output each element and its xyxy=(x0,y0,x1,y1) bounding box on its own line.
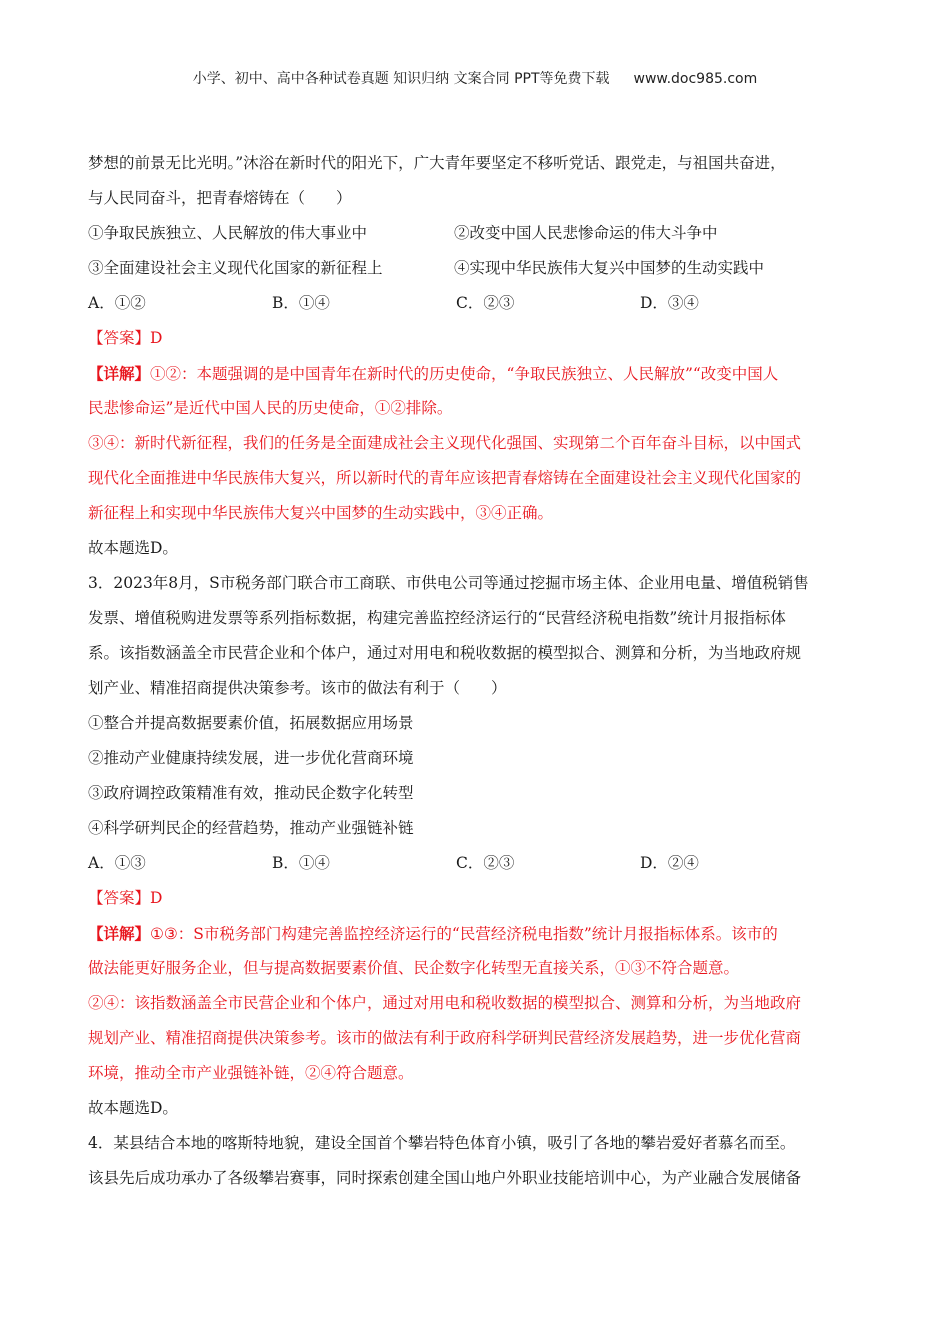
page-header xyxy=(0,68,950,88)
q3-detail-line: 做法能更好服务企业，但与提高数据要素价值、民企数字化转型无直接关系，①③不符合题意。 xyxy=(88,959,740,977)
q2-choices xyxy=(88,286,864,321)
q3-detail-line: ②④：该指数涵盖全市民营企业和个体户，通过对用电和税收数据的模型拟合、测算和分析，为当地政府 xyxy=(88,994,802,1012)
q2-detail-line: ③④：新时代新征程，我们的任务是全面建成社会主义现代化强国、实现第二个百年奋斗目标，以中国式 xyxy=(88,434,802,452)
q3-stem-line: 3．2023年8月，S市税务部门联合市工商联、市供电公司等通过挖掘市场主体、企业用电量、增值税销售 xyxy=(88,574,809,592)
q2-choice-d: D．③④ xyxy=(640,294,699,312)
q3-conclusion: 故本题选D。 xyxy=(88,1099,178,1117)
q2-conclusion: 故本题选D。 xyxy=(88,539,178,557)
q3-item: ④科学研判民企的经营趋势，推动产业强链补链 xyxy=(88,819,414,837)
q2-stem-line: 梦想的前景无比光明。”沐浴在新时代的阳光下，广大青年要坚定不移听党话、跟党走，与祖国共奋进， xyxy=(88,154,786,172)
q2-items-row xyxy=(88,216,864,251)
header-text: 小学、初中、高中各种试卷真题 知识归纳 文案合同 PPT等免费下载 xyxy=(192,71,610,87)
q2-item: ④实现中华民族伟大复兴中国梦的生动实践中 xyxy=(454,259,765,277)
document-body xyxy=(88,146,864,1196)
q3-stem-line: 划产业、精准招商提供决策参考。该市的做法有利于（ ） xyxy=(88,679,507,697)
q2-detail-tag: 【详解】 xyxy=(88,364,151,383)
q2-items-row xyxy=(88,251,864,286)
header-url[interactable]: www.doc985.com xyxy=(633,71,758,87)
q2-detail-line: 现代化全面推进中华民族伟大复兴，所以新时代的青年应该把青春熔铸在全面建设社会主义现代化国家的 xyxy=(88,469,802,487)
q2-detail-line xyxy=(88,356,864,391)
q2-choice-b: B．①④ xyxy=(272,294,330,312)
q3-choice-d: D．②④ xyxy=(640,854,699,872)
q2-item: ①争取民族独立、人民解放的伟大事业中 xyxy=(88,224,368,242)
q2-choice-a: A．①② xyxy=(88,294,146,312)
q3-detail-line: 规划产业、精准招商提供决策参考。该市的做法有利于政府科学研判民营经济发展趋势，进一步优化营商 xyxy=(88,1029,802,1047)
q4-stem-line: 该县先后成功承办了各级攀岩赛事，同时探索创建全国山地户外职业技能培训中心，为产业融合发展储备 xyxy=(88,1169,802,1187)
q3-answer: 【答案】D xyxy=(88,889,163,907)
q2-detail-line: 民悲惨命运”是近代中国人民的历史使命，①②排除。 xyxy=(88,399,453,417)
q3-choices xyxy=(88,846,864,881)
q2-detail-text: ①②：本题强调的是中国青年在新时代的历史使命，“争取民族独立、人民解放”“改变中国人 xyxy=(150,365,779,383)
q2-stem-line: 与人民同奋斗，把青春熔铸在（ ） xyxy=(88,189,352,207)
q3-item: ①整合并提高数据要素价值，拓展数据应用场景 xyxy=(88,714,414,732)
q3-detail-tag: 【详解】 xyxy=(88,924,151,943)
q3-choice-b: B．①④ xyxy=(272,854,330,872)
q4-stem-line: 4．某县结合本地的喀斯特地貌，建设全国首个攀岩特色体育小镇，吸引了各地的攀岩爱好者慕名而至。 xyxy=(88,1134,796,1152)
q2-answer: 【答案】D xyxy=(88,329,163,347)
q3-detail-line xyxy=(88,916,864,951)
q2-item: ③全面建设社会主义现代化国家的新征程上 xyxy=(88,259,383,277)
q3-item: ②推动产业健康持续发展，进一步优化营商环境 xyxy=(88,749,414,767)
q2-item: ②改变中国人民悲惨命运的伟大斗争中 xyxy=(454,224,718,242)
q3-detail-text: ①③：S市税务部门构建完善监控经济运行的“民营经济税电指数”统计月报指标体系。该市的 xyxy=(150,925,778,943)
q3-choice-a: A．①③ xyxy=(88,854,146,872)
q3-stem-line: 发票、增值税购进发票等系列指标数据，构建完善监控经济运行的“民营经济税电指数”统计月报指标体 xyxy=(88,609,786,627)
q3-item: ③政府调控政策精准有效，推动民企数字化转型 xyxy=(88,784,414,802)
q2-detail-line: 新征程上和实现中华民族伟大复兴中国梦的生动实践中，③④正确。 xyxy=(88,504,554,522)
q3-stem-line: 系。该指数涵盖全市民营企业和个体户，通过对用电和税收数据的模型拟合、测算和分析，为当地政府规 xyxy=(88,644,802,662)
q3-detail-line: 环境，推动全市产业强链补链，②④符合题意。 xyxy=(88,1064,414,1082)
q2-choice-c: C．②③ xyxy=(456,294,515,312)
q3-choice-c: C．②③ xyxy=(456,854,515,872)
